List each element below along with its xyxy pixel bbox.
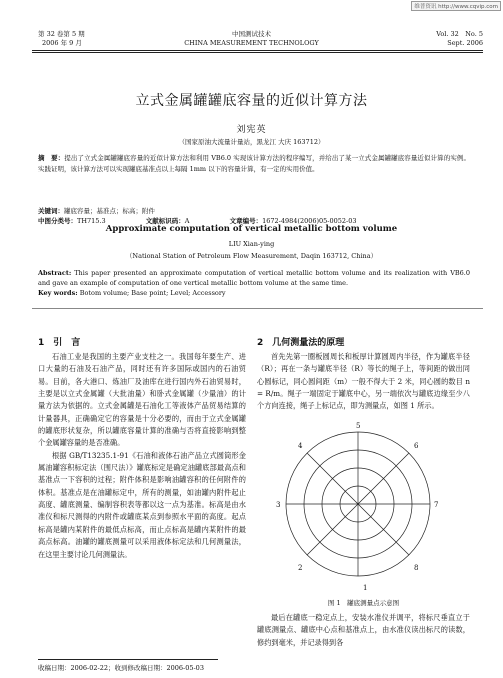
author: 刘宪英 [236, 125, 267, 135]
header-center [0, 30, 503, 48]
section-2-paragraph-1: 首先先第一圈板圆周长和板厚计算圆周内半径，作为罐底半径（R）；再在一条与罐底半径（R）等长的绳子上，等间距的做出同心圆标记，同心圆间距（m）一般不得大于 2 米，同心圆的数目 n = R/m。绳子一端固定于罐底中心，另一端依次与罐底边缘至少八个方向连接，绳子上标记点，即为测量点，如图 1 所示。 [257, 352, 470, 411]
point-label-1: 1 [363, 584, 368, 592]
keywords-label: 关键词： [38, 207, 64, 215]
point-label-3: 3 [276, 501, 281, 509]
english-affiliation: （National Station of Petroleum Flow Measurement, Daqin 163712, China） [125, 252, 378, 260]
doc-code-value: A [184, 217, 190, 225]
abstract-cn [38, 153, 470, 174]
english-abstract [38, 268, 470, 298]
header-right [436, 30, 483, 48]
header-rule [32, 50, 483, 51]
point-label-5: 5 [356, 422, 361, 430]
journal-name-en: CHINA MEASUREMENT TECHNOLOGY [184, 39, 319, 47]
section-1-paragraph-1: 石油工业是我国的主要产业支柱之一。我国每年要生产、进口大量的石油及石油产品，同时还有许多国际或国内的石油贸易。目前，各大港口、炼油厂及油库在进行国内外石油贸易时，主要是以立式金属罐（大批油量）和卧式金属罐（少量油）的计量方法为依据的。立式金属罐是石油化工等液体产品贸易结算的计量器具，正确确定它的容量是十分必要的，而由于立式金属罐的罐底形状复杂，所以罐底容量计算的准确与否将直接影响到整个金属罐容量的是否准确。 [38, 352, 246, 448]
section-divider [32, 308, 483, 309]
english-keywords-text: Botom volume; Base point; Level; Accessory [79, 289, 226, 297]
footnote-rule [38, 659, 218, 660]
left-column [38, 337, 246, 561]
clc-value: TH715.3 [77, 217, 106, 225]
right-column-continued [257, 612, 470, 649]
point-label-6: 6 [414, 442, 419, 450]
date-en: Sept. 2006 [447, 39, 483, 47]
date-cn: 2006 年 9 月 [42, 39, 82, 47]
point-label-2: 2 [298, 564, 303, 572]
section-2-paragraph-2: 最后在罐底一稳定点上，安装水准仪并调平，将标尺垂直立于罐底测量点、罐底中心点和基准点上，由水准仪读出标尺的读数，修约到毫米，并记录得到各 [257, 613, 470, 647]
journal-name-cn: 中国测试技术 [232, 30, 271, 38]
keywords-cn [38, 206, 470, 216]
abstract-label: 摘 要： [38, 154, 65, 162]
section-1-paragraph-2: 根据 GB/T13235.1-91《石油和液体石油产品立式圆筒形金属油罐容积标定法（围尺法）》罐底标定是确定油罐底部最高点和基准点一下容积的过程；附件体积是影响油罐容积的任何附件的体积。基准点是在油罐标定中，所有的测量，如油罐内附件起止高度、罐底测量、编制容积表等都以这一点为基准。标高是由水准仪和标尺测得的内附件或罐底某点到参照水平面的高度。起点标高是罐内某附件的最低点标高，而止点标高是罐内某附件的最高点标高。油罐的罐底测量可以采用液体标定法和几何测量法，在这里主要讨论几何测量法。 [38, 450, 246, 559]
point-label-4: 4 [298, 442, 303, 450]
point-label-7: 7 [434, 501, 439, 509]
affiliation: （国家原油大流量计量站，黑龙江 大庆 163712） [178, 138, 325, 146]
right-column [257, 337, 470, 413]
point-label-8: 8 [414, 564, 419, 572]
volume-cn: 第 32 卷第 5 期 [38, 30, 85, 38]
figure-1-caption: 图 1 罐底测量点示意图 [327, 599, 400, 607]
section-1-heading: 1 引 言 [38, 338, 81, 348]
paper-title: 立式金属罐罐底容量的近似计算方法 [135, 93, 368, 109]
watermark: 维普资讯 http://www.cqvip.com [411, 1, 501, 11]
article-no-value: 1672-4984(2006)05-0052-03 [262, 217, 357, 225]
english-title: Approximate computation of vertical metallic bottom volume [105, 224, 398, 234]
received-date: 收稿日期：2006-02-22；收到修改稿日期：2006-05-03 [38, 664, 204, 672]
header-rule-thin [32, 52, 483, 53]
article-no-label: 文章编号： [229, 217, 263, 225]
english-author: LIU Xian-ying [228, 240, 275, 248]
clc-label: 中图分类号： [38, 217, 77, 225]
measurement-points-diagram [270, 420, 450, 592]
keywords-text: 罐底容量；基准点；标高；附件 [64, 207, 155, 215]
english-keywords-label: Key words: [38, 289, 78, 297]
doc-code-label: 文献标识码： [145, 217, 185, 225]
figure-1 [270, 420, 450, 592]
english-abstract-label: Abstract: [38, 269, 72, 277]
abstract-text: 提出了立式金属罐罐底容量的近似计算方法和利用 VB6.0 实现该计算方法的程序编写，并给出了某一立式金属罐罐底容量近似计算的实例。实践证明，该计算方法可以实现罐底基准点以上每隔 1mm 以下的容量计算，有一定的实用价值。 [38, 154, 470, 173]
english-abstract-text: This paper presented an approximate computation of vertical metallic bottom volume and its realization with VB6.0 and gave an example of computation of one vertical metallic bottom volume at the same time. [38, 269, 470, 287]
section-2-heading: 2 几何测量法的原理 [257, 338, 345, 348]
volume-en: Vol. 32 No. 5 [436, 30, 483, 38]
meta-cn [38, 206, 470, 226]
